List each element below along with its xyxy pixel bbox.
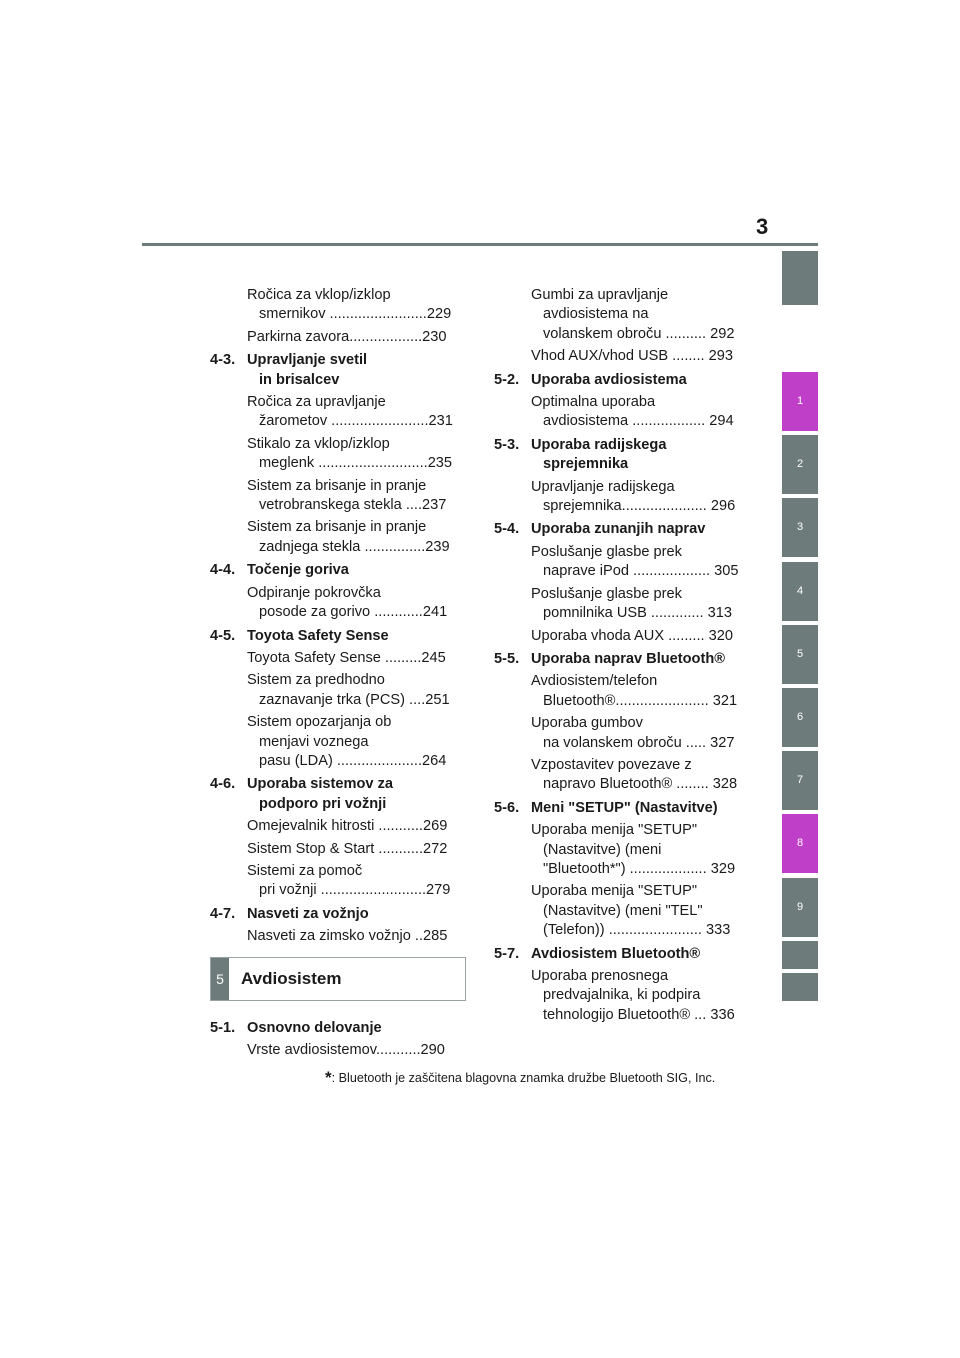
chapter-tab-2[interactable]: 2 — [782, 435, 818, 494]
section-number: 4-4. — [210, 562, 236, 579]
toc-entry[interactable] — [494, 882, 744, 940]
toc-line: Uporaba gumbov — [531, 715, 643, 732]
toc-line-continued: pasu (LDA) .....................264 — [259, 752, 447, 769]
toc-line: Točenje goriva — [247, 562, 349, 579]
toc-section-heading — [494, 945, 744, 964]
toc-line: Toyota Safety Sense .........245 — [247, 649, 446, 666]
header-rule — [142, 243, 818, 246]
toc-line: Uporaba zunanjih naprav — [531, 521, 706, 538]
toc-section-heading — [210, 775, 466, 814]
toc-line-continued: "Bluetooth*") ................... 329 — [543, 860, 736, 877]
toc-line-continued: vetrobranskega stekla ....237 — [259, 497, 447, 514]
section-number: 5-7. — [494, 945, 520, 962]
toc-line-continued: avdiosistema .................. 294 — [543, 413, 734, 430]
toc-line: Nasveti za zimsko vožnjo ..285 — [247, 928, 448, 945]
toc-line-continued: tehnologijo Bluetooth® ... 336 — [543, 1006, 735, 1023]
page-number: 3 — [756, 214, 769, 239]
toc-entry[interactable] — [494, 627, 744, 646]
toc-line: Upravljanje svetil — [247, 352, 368, 369]
toc-entry[interactable] — [210, 393, 466, 432]
toc-line-continued: menjavi voznega — [259, 733, 369, 750]
toc-line-continued: pri vožnji ..........................279 — [259, 882, 451, 899]
toc-line: Vhod AUX/vhod USB ........ 293 — [531, 348, 733, 365]
chapter-tab-8[interactable]: 8 — [782, 814, 818, 873]
footnote — [325, 1068, 715, 1088]
toc-entry[interactable] — [494, 585, 744, 624]
toc-line-continued: na volanskem obroču ..... 327 — [543, 734, 735, 751]
toc-line-continued: zadnjega stekla ...............239 — [259, 538, 450, 555]
footnote-text: : Bluetooth je zaščitena blagovna znamka družbe Bluetooth SIG, Inc. — [331, 1071, 716, 1085]
toc-line: Odpiranje pokrovčka — [247, 584, 381, 601]
chapter-heading — [210, 957, 466, 1001]
chapter-tab-blank[interactable] — [782, 251, 818, 305]
section-number: 4-3. — [210, 352, 236, 369]
toc-line-continued: podporo pri vožnji — [259, 795, 387, 812]
toc-line-continued: zaznavanje trka (PCS) ....251 — [259, 691, 450, 708]
toc-line: Vzpostavitev povezave z — [531, 756, 692, 773]
toc-entry[interactable] — [210, 671, 466, 710]
toc-section-heading — [210, 1019, 466, 1038]
toc-entry[interactable] — [494, 286, 744, 344]
toc-entry[interactable] — [210, 649, 466, 668]
chapter-tab-5[interactable]: 5 — [782, 625, 818, 684]
toc-line: Optimalna uporaba — [531, 394, 656, 411]
toc-line: Avdiosistem Bluetooth® — [531, 945, 701, 962]
toc-section-heading — [210, 561, 466, 580]
toc-line: Avdiosistem/telefon — [531, 673, 658, 690]
section-number: 5-5. — [494, 650, 520, 667]
toc-line: Omejevalnik hitrosti ...........269 — [247, 818, 448, 835]
toc-line-continued: naprave iPod ................... 305 — [543, 563, 739, 580]
toc-line: Stikalo za vklop/izklop — [247, 435, 390, 452]
section-number: 5-3. — [494, 436, 520, 453]
toc-right-column — [494, 286, 744, 1028]
toc-section-heading — [210, 627, 466, 646]
chapter-tab-7[interactable]: 7 — [782, 751, 818, 810]
chapter-tab-blank[interactable] — [782, 973, 818, 1001]
toc-entry[interactable] — [494, 347, 744, 366]
section-number: 5-2. — [494, 371, 520, 388]
toc-entry[interactable] — [210, 927, 466, 946]
toc-left-column — [210, 286, 466, 1063]
toc-line: Sistem za predhodno — [247, 672, 385, 689]
chapter-tab-3[interactable]: 3 — [782, 498, 818, 557]
footnote-marker: * — [325, 1068, 332, 1087]
chapter-number: 5 — [211, 958, 229, 1000]
toc-line-continued: sprejemnika — [543, 456, 629, 473]
section-number: 5-1. — [210, 1019, 236, 1036]
toc-entry[interactable] — [210, 862, 466, 901]
toc-entry[interactable] — [494, 967, 744, 1025]
toc-line-continued: in brisalcev — [259, 371, 340, 388]
toc-line: Sistem Stop & Start ...........272 — [247, 840, 448, 857]
toc-line: Uporaba sistemov za — [247, 776, 393, 793]
toc-section-heading — [210, 905, 466, 924]
chapter-tab-1[interactable]: 1 — [782, 372, 818, 431]
chapter-tab-9[interactable]: 9 — [782, 878, 818, 937]
toc-line-continued: volanskem obroču .......... 292 — [543, 325, 735, 342]
toc-entry[interactable] — [210, 713, 466, 771]
toc-line: Uporaba naprav Bluetooth® — [531, 650, 726, 667]
chapter-tab-blank[interactable] — [782, 941, 818, 969]
toc-line-continued: napravo Bluetooth® ........ 328 — [543, 776, 738, 793]
toc-entry[interactable] — [494, 672, 744, 711]
section-number: 4-7. — [210, 905, 236, 922]
toc-section-heading — [494, 799, 744, 818]
toc-line: Poslušanje glasbe prek — [531, 585, 682, 602]
toc-line-continued: meglenk ...........................235 — [259, 455, 453, 472]
toc-line: Sistem za brisanje in pranje — [247, 477, 427, 494]
toc-entry[interactable] — [494, 393, 744, 432]
toc-line-continued: (Nastavitve) (meni "TEL" — [543, 902, 703, 919]
toc-entry[interactable] — [494, 756, 744, 795]
toc-entry[interactable] — [210, 286, 466, 325]
toc-line: Uporaba menija "SETUP" — [531, 883, 698, 900]
toc-line: Meni "SETUP" (Nastavitve) — [531, 799, 718, 816]
toc-line-continued: avdiosistema na — [543, 306, 649, 323]
toc-line: Toyota Safety Sense — [247, 627, 389, 644]
toc-entry[interactable] — [210, 1041, 466, 1060]
toc-line: Upravljanje radijskega — [531, 478, 675, 495]
toc-section-heading — [494, 650, 744, 669]
toc-entry[interactable] — [210, 518, 466, 557]
toc-entry[interactable] — [210, 435, 466, 474]
toc-line: Ročica za vklop/izklop — [247, 287, 391, 303]
section-number: 4-6. — [210, 776, 236, 793]
toc-section-heading — [494, 436, 744, 475]
toc-line-continued: (Nastavitve) (meni — [543, 841, 662, 858]
toc-line: Osnovno delovanje — [247, 1019, 382, 1036]
toc-line: Uporaba radijskega — [531, 436, 667, 453]
toc-entry[interactable] — [210, 840, 466, 859]
toc-line-continued: sprejemnika..................... 296 — [543, 498, 736, 515]
toc-entry[interactable] — [494, 821, 744, 879]
toc-line: Uporaba vhoda AUX ......... 320 — [531, 627, 734, 644]
toc-line: Uporaba menija "SETUP" — [531, 822, 698, 839]
chapter-tab-4[interactable]: 4 — [782, 562, 818, 621]
toc-line: Nasveti za vožnjo — [247, 905, 369, 922]
toc-entry[interactable] — [210, 584, 466, 623]
toc-entry[interactable] — [210, 328, 466, 347]
toc-line: Gumbi za upravljanje — [531, 287, 669, 303]
toc-line: Poslušanje glasbe prek — [531, 543, 682, 560]
toc-section-heading — [494, 520, 744, 539]
chapter-tab-6[interactable]: 6 — [782, 688, 818, 747]
section-number: 5-4. — [494, 521, 520, 538]
toc-entry[interactable] — [494, 478, 744, 517]
toc-line-continued: Bluetooth®....................... 321 — [543, 692, 738, 709]
toc-line-continued: predvajalnika, ki podpira — [543, 987, 701, 1004]
toc-entry[interactable] — [210, 477, 466, 516]
toc-line: Uporaba avdiosistema — [531, 371, 687, 388]
toc-section-heading — [210, 351, 466, 390]
toc-line: Sistem opozarjanja ob — [247, 714, 392, 731]
toc-line: Ročica za upravljanje — [247, 394, 386, 411]
toc-entry[interactable] — [494, 714, 744, 753]
section-number: 4-5. — [210, 627, 236, 644]
toc-entry[interactable] — [494, 543, 744, 582]
toc-line: Sistem za brisanje in pranje — [247, 519, 427, 536]
toc-line-continued: pomnilnika USB ............. 313 — [543, 605, 732, 622]
toc-section-heading — [494, 371, 744, 390]
toc-line-continued: smernikov ........................229 — [259, 306, 452, 323]
toc-line-continued: (Telefon)) ....................... 333 — [543, 922, 731, 939]
toc-entry[interactable] — [210, 817, 466, 836]
chapter-title: Avdiosistem — [241, 968, 342, 988]
toc-line: Uporaba prenosnega — [531, 968, 669, 984]
toc-line: Vrste avdiosistemov...........290 — [247, 1042, 445, 1058]
toc-line-continued: žarometov ........................231 — [259, 413, 453, 430]
toc-line-continued: posode za gorivo ............241 — [259, 604, 448, 621]
section-number: 5-6. — [494, 799, 520, 816]
toc-line: Parkirna zavora..................230 — [247, 328, 447, 345]
toc-line: Sistemi za pomoč — [247, 862, 363, 879]
